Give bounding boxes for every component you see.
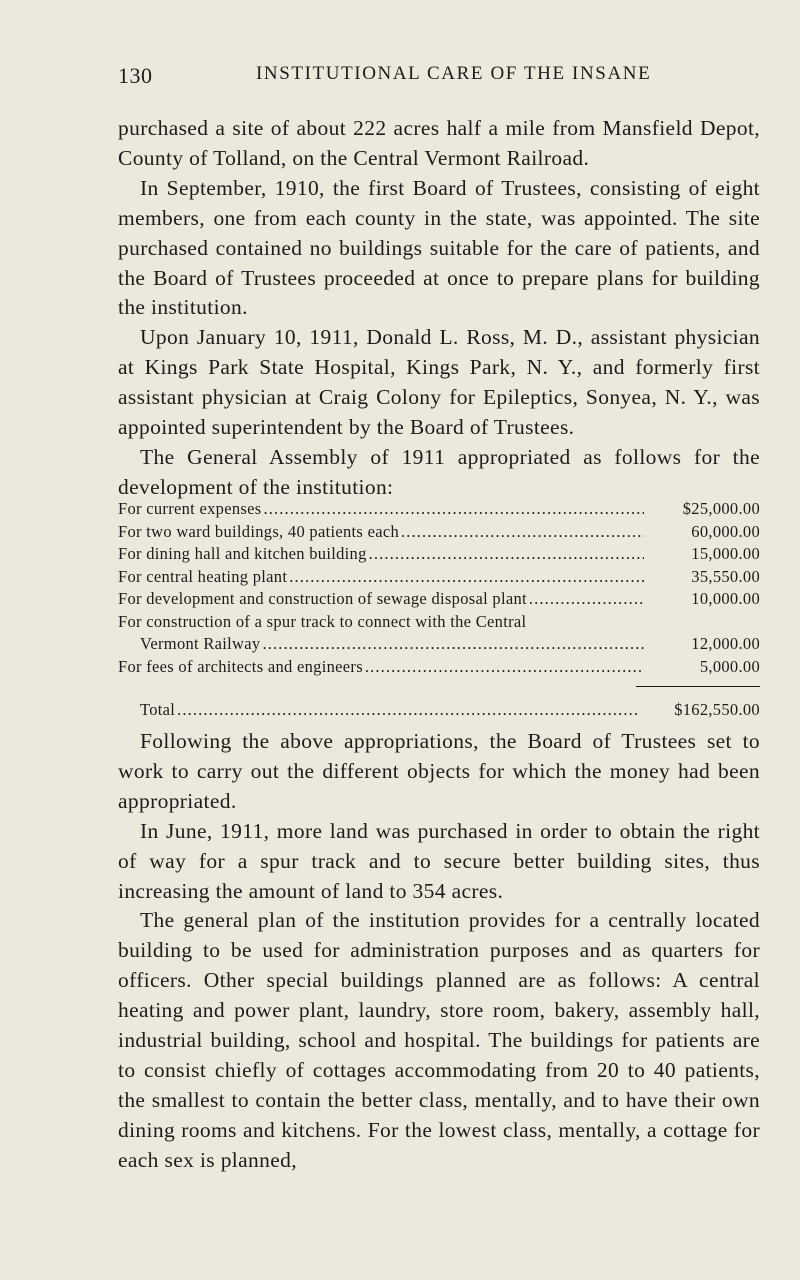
appropriation-row <box>118 543 760 566</box>
paragraph: purchased a site of about 222 acres half a mile from Mansfield Depot, County of Tolland, on the Central Vermont Railroad. <box>118 116 760 170</box>
body-text-after <box>118 727 760 1176</box>
page-number: 130 <box>118 63 153 88</box>
dot-leader <box>262 633 644 656</box>
appropriation-label: For construction of a spur track to connect with the Central <box>118 611 527 631</box>
dot-leader <box>529 588 644 611</box>
total-label: Total <box>140 700 176 719</box>
appropriation-label-continuation: Vermont Railway <box>140 634 261 653</box>
appropriation-row <box>118 498 760 521</box>
dot-leader <box>289 566 644 589</box>
dot-leader <box>369 543 644 566</box>
dot-leader <box>365 656 644 679</box>
page-header <box>118 63 758 97</box>
appropriation-amount: 15,000.00 <box>691 544 760 563</box>
appropriation-row <box>118 588 760 611</box>
dot-leader <box>401 521 644 544</box>
paragraph: Following the above appropriations, the Board of Trustees set to work to carry out the different objects for which the money had been appropriated. <box>118 729 760 813</box>
appropriation-amount: 5,000.00 <box>699 656 760 676</box>
appropriation-row-continuation <box>118 633 760 656</box>
appropriation-row <box>118 656 760 679</box>
appropriation-amount: 60,000.00 <box>691 521 760 541</box>
total-row <box>118 699 760 722</box>
appropriation-row <box>118 566 760 589</box>
running-head: INSTITUTIONAL CARE OF THE INSANE <box>256 63 652 84</box>
dot-leader <box>263 498 644 521</box>
paragraph: The General Assembly of 1911 appropriated as follows for the development of the institution: <box>118 444 760 499</box>
appropriation-label: For current expenses <box>118 499 262 518</box>
appropriation-row <box>118 611 760 634</box>
appropriation-amount: 12,000.00 <box>691 634 760 653</box>
paragraph: In September, 1910, the first Board of Trustees, consisting of eight members, one from each county in the state, was appointed. The site purchased contained no buildings suitable for the care of patients, and the Board of Trustees proceeded at once to prepare plans for building the institution. <box>118 175 760 320</box>
appropriations-table <box>118 498 760 722</box>
appropriation-amount: 35,550.00 <box>691 566 760 586</box>
body-text-before <box>118 114 760 503</box>
appropriation-row <box>118 521 760 544</box>
appropriation-label: For dining hall and kitchen building <box>118 544 367 563</box>
total-amount: $162,550.00 <box>674 700 760 719</box>
paragraph: Upon January 10, 1911, Donald L. Ross, M. D., assistant physician at Kings Park State Hospital, Kings Park, N. Y., and formerly first assistant physician at Craig Colony for Epileptics, Sonyea, N. Y., was appointed superintendent by the Board of Trustees. <box>118 325 760 440</box>
appropriation-label: For fees of architects and engineers <box>118 656 363 676</box>
appropriation-amount: 10,000.00 <box>691 589 760 608</box>
appropriation-label: For two ward buildings, 40 patients each <box>118 521 399 541</box>
paragraph: In June, 1911, more land was purchased in order to obtain the right of way for a spur track and to secure better building sites, thus increasing the amount of land to 354 acres. <box>118 818 760 903</box>
paragraph: The general plan of the institution provides for a centrally located building to be used for administration purposes and as quarters for officers. Other special buildings planned are as follows: A central heating and power plant, laundry, store room, bakery, assembly hall, industrial building, school and hospital. The buildings for patients are to consist chiefly of cottages accommodating from 20 to 40 patients, the smallest to contain the better class, mentally, and to have their own dining rooms and kitchens. For the lowest class, mentally, a cottage for each sex is planned, <box>118 908 760 1172</box>
appropriation-label: For central heating plant <box>118 566 288 586</box>
dot-leader <box>177 699 644 722</box>
appropriation-amount: $25,000.00 <box>682 499 760 518</box>
total-rule <box>636 686 760 687</box>
appropriation-label: For development and construction of sewage disposal plant <box>118 589 527 608</box>
